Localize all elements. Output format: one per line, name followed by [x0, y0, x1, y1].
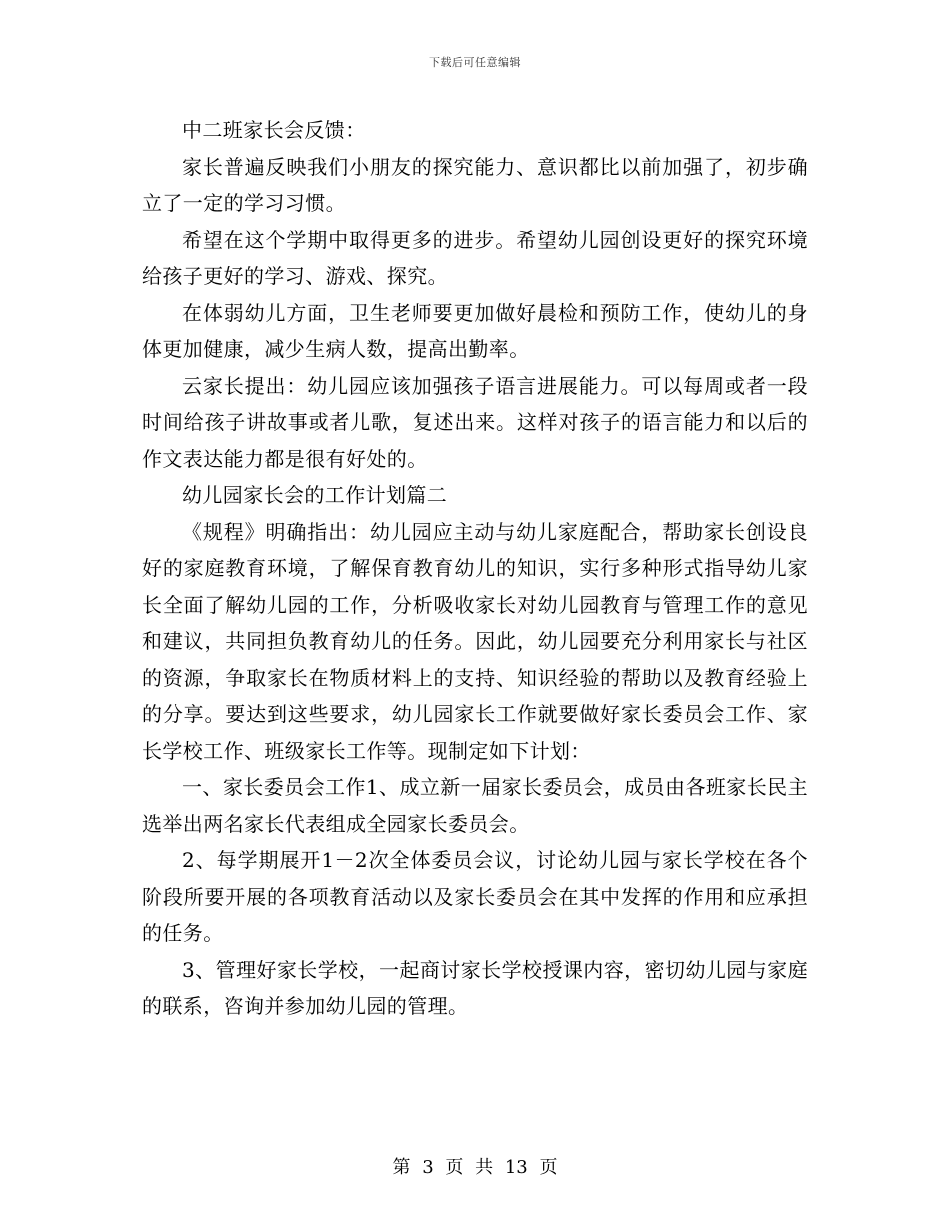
- page-header: 下载后可任意编辑: [429, 56, 521, 69]
- paragraph: 在体弱幼儿方面，卫生老师要更加做好晨检和预防工作，使幼儿的身体更加健康，减少生病人数，提高出勤率。: [142, 300, 808, 361]
- paragraph: 中二班家长会反馈：: [182, 118, 366, 142]
- paragraph: 希望在这个学期中取得更多的进步。希望幼儿园创设更好的探究环境给孩子更好的学习、游戏、探究。: [142, 227, 808, 288]
- paragraph: 2、每学期展开1－2次全体委员会议，讨论幼儿园与家长学校在各个阶段所要开展的各项教育活动以及家长委员会在其中发挥的作用和应承担的任务。: [142, 848, 808, 945]
- paragraph: 《规程》明确指出：幼儿园应主动与幼儿家庭配合，帮助家长创设良好的家庭教育环境，了解保育教育幼儿的知识，实行多种形式指导幼儿家长全面了解幼儿园的工作，分析吸收家长对幼儿园教育与管理工作的意见和建议，共同担负教育幼儿的任务。因此，幼儿园要充分利用家长与社区的资源，争取家长在物质材料上的支持、知识经验的帮助以及教育经验上的分享。要达到这些要求，幼儿园家长工作就要做好家长委员会工作、家长学校工作、班级家长工作等。现制定如下计划：: [142, 519, 808, 763]
- section-heading: 幼儿园家长会的工作计划篇二: [182, 483, 448, 507]
- paragraph: 家长普遍反映我们小朋友的探究能力、意识都比以前加强了，初步确立了一定的学习习惯。: [142, 154, 808, 215]
- paragraph: 云家长提出：幼儿园应该加强孩子语言进展能力。可以每周或者一段时间给孩子讲故事或者儿歌，复述出来。这样对孩子的语言能力和以后的作文表达能力都是很有好处的。: [142, 373, 808, 471]
- paragraph: 一、家长委员会工作1、成立新一届家长委员会，成员由各班家长民主选举出两名家长代表组成全园家长委员会。: [142, 775, 808, 836]
- page-number-footer: 第 3 页 共 13 页: [392, 1157, 558, 1178]
- document-body: [142, 112, 808, 1025]
- paragraph: 3、管理好家长学校，一起商讨家长学校授课内容，密切幼儿园与家庭的联系，咨询并参加幼儿园的管理。: [142, 957, 808, 1018]
